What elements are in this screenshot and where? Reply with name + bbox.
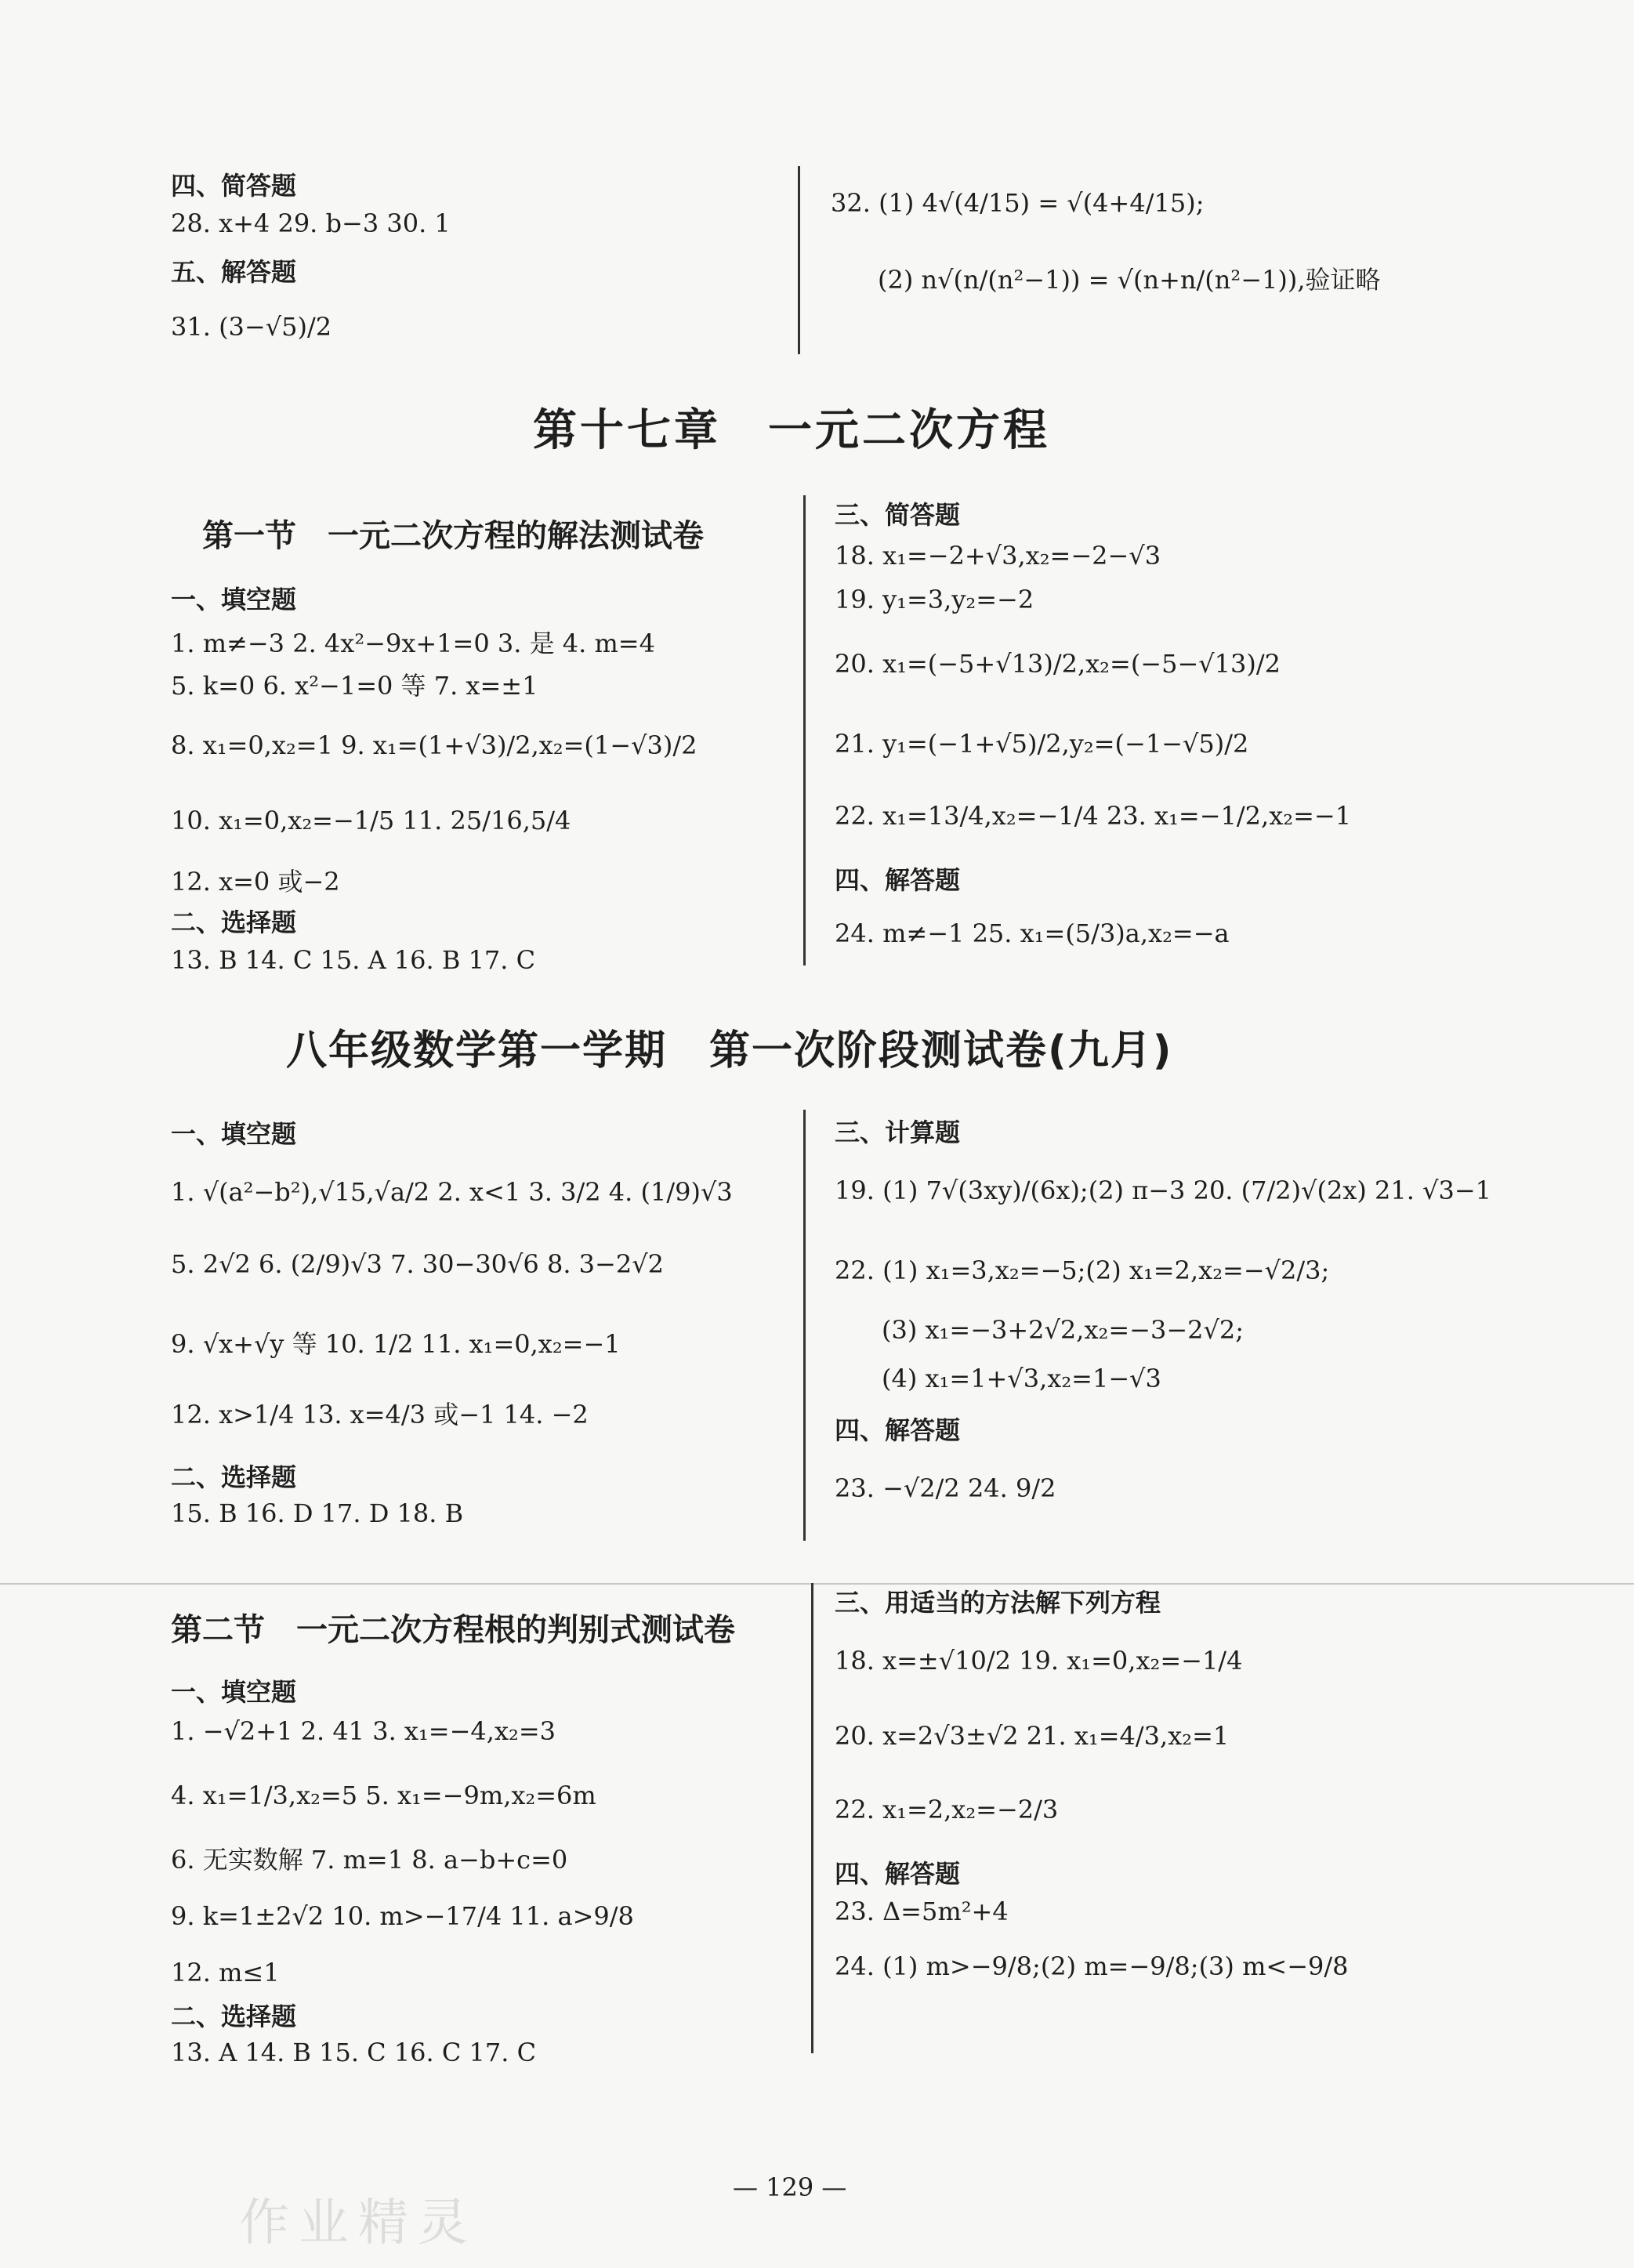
scan-guide-line — [0, 1583, 1634, 1585]
answer-line: 1. m≠−3 2. 4x²−9x+1=0 3. 是 4. m=4 — [171, 629, 655, 658]
watermark: 作业精灵 — [239, 2194, 477, 2252]
answer-line: 24. m≠−1 25. x₁=(5/3)a,x₂=−a — [835, 918, 1230, 948]
answer-line: 15. B 16. D 17. D 18. B — [171, 1498, 464, 1528]
column-divider — [811, 1583, 813, 2053]
answer-line: 32. (1) 4√(4/15) = √(4+4/15); — [831, 188, 1205, 218]
answer-heading: 四、解答题 — [835, 1415, 961, 1445]
answer-heading: 一、填空题 — [171, 1119, 297, 1149]
answer-line: 4. x₁=1/3,x₂=5 5. x₁=−9m,x₂=6m — [171, 1781, 596, 1810]
answer-line: 28. x+4 29. b−3 30. 1 — [171, 208, 451, 238]
answer-heading: 四、简答题 — [171, 171, 297, 201]
answer-line: 23. Δ=5m²+4 — [835, 1897, 1009, 1926]
answer-line: 22. x₁=13/4,x₂=−1/4 23. x₁=−1/2,x₂=−1 — [835, 801, 1352, 831]
answer-heading: 二、选择题 — [171, 908, 297, 937]
answer-line: 12. m≤1 — [171, 1958, 280, 1987]
answer-heading: 一、填空题 — [171, 585, 297, 614]
answer-line: 6. 无实数解 7. m=1 8. a−b+c=0 — [171, 1845, 568, 1875]
section-title: 第一节 一元二次方程的解法测试卷 — [202, 518, 704, 554]
answer-heading: 四、解答题 — [835, 865, 961, 895]
answer-line: 8. x₁=0,x₂=1 9. x₁=(1+√3)/2,x₂=(1−√3)/2 — [171, 730, 697, 760]
answer-line: 18. x=±√10/2 19. x₁=0,x₂=−1/4 — [835, 1646, 1243, 1676]
answer-heading: 三、简答题 — [835, 500, 961, 530]
answer-line: 5. 2√2 6. (2/9)√3 7. 30−30√6 8. 3−2√2 — [171, 1249, 664, 1279]
answer-line: 19. y₁=3,y₂=−2 — [835, 585, 1034, 614]
answer-heading: 四、解答题 — [835, 1859, 961, 1889]
answer-line: 31. (3−√5)/2 — [171, 312, 332, 342]
column-divider — [803, 495, 806, 966]
answer-heading: 二、选择题 — [171, 2002, 297, 2031]
answer-heading: 三、用适当的方法解下列方程 — [835, 1588, 1161, 1618]
answer-line: 1. √(a²−b²),√15,√a/2 2. x<1 3. 3/2 4. (1/9)√3 — [171, 1177, 733, 1207]
stage-test-title: 八年级数学第一学期 第一次阶段测试卷(九月) — [286, 1027, 1173, 1074]
answer-line: 23. −√2/2 24. 9/2 — [835, 1473, 1056, 1503]
answer-line: 18. x₁=−2+√3,x₂=−2−√3 — [835, 541, 1161, 571]
answer-line: 13. B 14. C 15. A 16. B 17. C — [171, 945, 536, 975]
page-number: — 129 — — [733, 2172, 847, 2202]
answer-line: 12. x=0 或−2 — [171, 867, 340, 897]
answer-heading: 二、选择题 — [171, 1462, 297, 1492]
answer-line: 9. k=1±2√2 10. m>−17/4 11. a>9/8 — [171, 1901, 634, 1931]
answer-line: 19. (1) 7√(3xy)/(6x);(2) π−3 20. (7/2)√(2x) 21. √3−1 — [835, 1176, 1492, 1205]
answer-line: 22. (1) x₁=3,x₂=−5;(2) x₁=2,x₂=−√2/3; — [835, 1255, 1330, 1285]
answer-line: (2) n√(n/(n²−1)) = √(n+n/(n²−1)),验证略 — [878, 265, 1381, 295]
answer-heading: 五、解答题 — [171, 257, 297, 287]
column-divider — [798, 166, 800, 354]
answer-line: 20. x₁=(−5+√13)/2,x₂=(−5−√13)/2 — [835, 649, 1281, 679]
answer-line: 13. A 14. B 15. C 16. C 17. C — [171, 2038, 537, 2067]
answer-line: 9. √x+√y 等 10. 1/2 11. x₁=0,x₂=−1 — [171, 1329, 621, 1359]
answer-line: 24. (1) m>−9/8;(2) m=−9/8;(3) m<−9/8 — [835, 1951, 1349, 1981]
column-divider — [803, 1110, 806, 1541]
answer-line: 12. x>1/4 13. x=4/3 或−1 14. −2 — [171, 1400, 589, 1429]
answer-line: 22. x₁=2,x₂=−2/3 — [835, 1795, 1059, 1824]
answer-line: (4) x₁=1+√3,x₂=1−√3 — [882, 1364, 1161, 1393]
answer-line: 10. x₁=0,x₂=−1/5 11. 25/16,5/4 — [171, 806, 571, 835]
answer-line: 5. k=0 6. x²−1=0 等 7. x=±1 — [171, 671, 538, 701]
answer-heading: 三、计算题 — [835, 1118, 961, 1147]
answer-line: (3) x₁=−3+2√2,x₂=−3−2√2; — [882, 1315, 1245, 1345]
answer-heading: 一、填空题 — [171, 1677, 297, 1707]
answer-line: 21. y₁=(−1+√5)/2,y₂=(−1−√5)/2 — [835, 729, 1249, 759]
answer-line: 20. x=2√3±√2 21. x₁=4/3,x₂=1 — [835, 1721, 1230, 1751]
chapter-title: 第十七章 一元二次方程 — [533, 405, 1050, 456]
section-title: 第二节 一元二次方程根的判别式测试卷 — [171, 1612, 735, 1648]
answer-line: 1. −√2+1 2. 41 3. x₁=−4,x₂=3 — [171, 1716, 556, 1746]
